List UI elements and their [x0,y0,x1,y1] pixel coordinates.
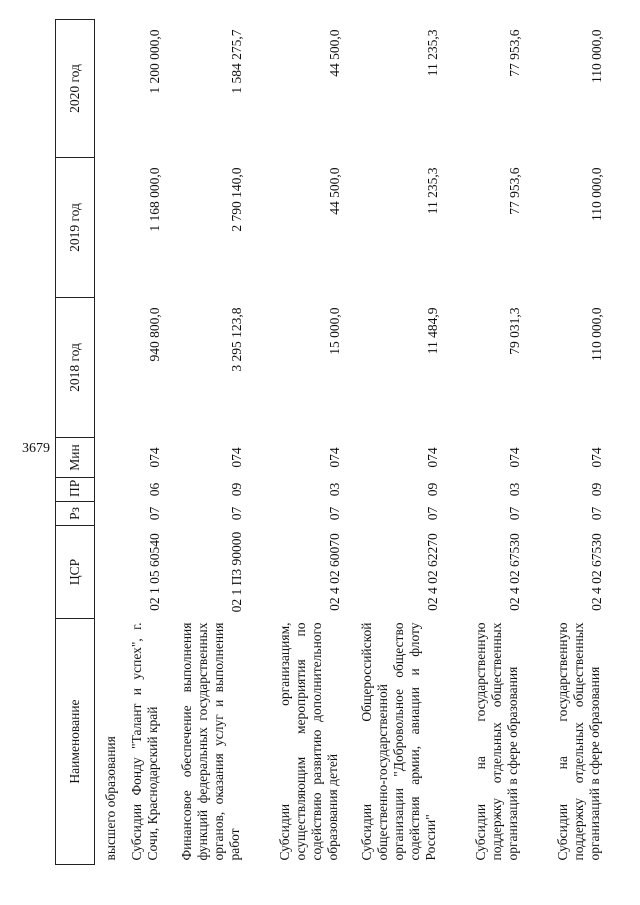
row-rz: 07 [228,506,244,521]
row-csr: 02 4 02 67530 [588,533,604,611]
table-row [163,20,245,865]
row-csr: 02 1 05 60540 [146,533,162,611]
row-pr [95,478,121,502]
table-row [523,20,605,865]
row-2020: 11 235,3 [424,29,440,77]
row-2018: 79 031,3 [506,307,522,355]
row-2020: 1 584 275,7 [228,29,244,94]
table-row [245,20,343,865]
row-2018: 3 295 123,8 [228,307,244,372]
row-name: Субсидии организациям, осуществляющим мероприятия по содействию развитию дополнительного образования детей [276,622,340,861]
row-rz [95,502,121,526]
row-2020: 77 953,6 [506,29,522,77]
row-2019: 110 000,0 [588,167,604,221]
header-name: Наименование [56,619,95,865]
header-2020: 2020 год [56,20,95,158]
row-csr: 02 4 02 60070 [326,533,342,611]
row-csr: 02 4 02 62270 [424,533,440,611]
row-min: 074 [326,447,342,468]
row-rz: 07 [588,506,604,521]
row-2020: 1 200 000,0 [146,29,162,94]
row-rz: 07 [506,506,522,521]
row-min: 074 [228,447,244,468]
table-row [343,20,441,865]
row-pr: 09 [424,482,440,497]
table-row [95,20,121,865]
row-rz: 07 [424,506,440,521]
row-name: Субсидии Общероссийской общественно-государственной организации "Добровольное общество содействия армии, авиации и флоту России" [358,622,438,861]
row-pr: 03 [506,482,522,497]
row-pr: 09 [228,482,244,497]
row-2018: 940 800,0 [146,307,162,362]
row-pr: 09 [588,482,604,497]
row-2019: 77 953,6 [506,167,522,215]
row-csr: 02 4 02 67530 [506,533,522,611]
row-min [95,438,121,478]
row-2020 [95,20,121,158]
row-name: Финансовое обеспечение выполнения функций федеральных государственных органов, оказания услуг и выполнения работ [178,622,242,861]
row-2019 [95,158,121,298]
row-2018: 15 000,0 [326,307,342,355]
row-min: 074 [506,447,522,468]
header-2019: 2019 год [56,158,95,298]
row-name: высшего образования [102,736,118,861]
table-row [121,20,163,865]
row-2019: 11 235,3 [424,167,440,215]
row-name: Субсидии Фонду "Талант и успех", г. Сочи, Краснодарский край [128,622,160,861]
row-2019: 1 168 000,0 [146,167,162,232]
row-name: Субсидии на государственную поддержку отдельных общественных организаций в сфере образования [554,622,602,861]
header-2018: 2018 год [56,298,95,438]
row-2018: 11 484,9 [424,307,440,355]
row-2020: 110 000,0 [588,29,604,83]
row-min: 074 [588,447,604,468]
row-rz: 07 [326,506,342,521]
row-2019: 2 790 140,0 [228,167,244,232]
row-2018: 110 000,0 [588,307,604,361]
row-2020: 44 500,0 [326,29,342,77]
row-2019: 44 500,0 [326,167,342,215]
header-csr: ЦСР [56,526,95,619]
row-csr [95,526,121,619]
row-rz: 07 [146,506,162,521]
row-pr: 06 [146,482,162,497]
budget-table [55,19,605,865]
row-name: Субсидии на государственную поддержку отдельных общественных организаций в сфере образования [472,622,520,861]
row-min: 074 [146,447,162,468]
header-pr: ПР [56,478,95,502]
row-csr: 02 1 П3 90000 [228,531,244,613]
header-rz: Рз [56,502,95,526]
table-header-row [56,20,95,865]
row-min: 074 [424,447,440,468]
page-number: 3679 [22,441,50,456]
header-min: Мин [56,438,95,478]
row-2018 [95,298,121,438]
table-row [441,20,523,865]
row-pr: 03 [326,482,342,497]
